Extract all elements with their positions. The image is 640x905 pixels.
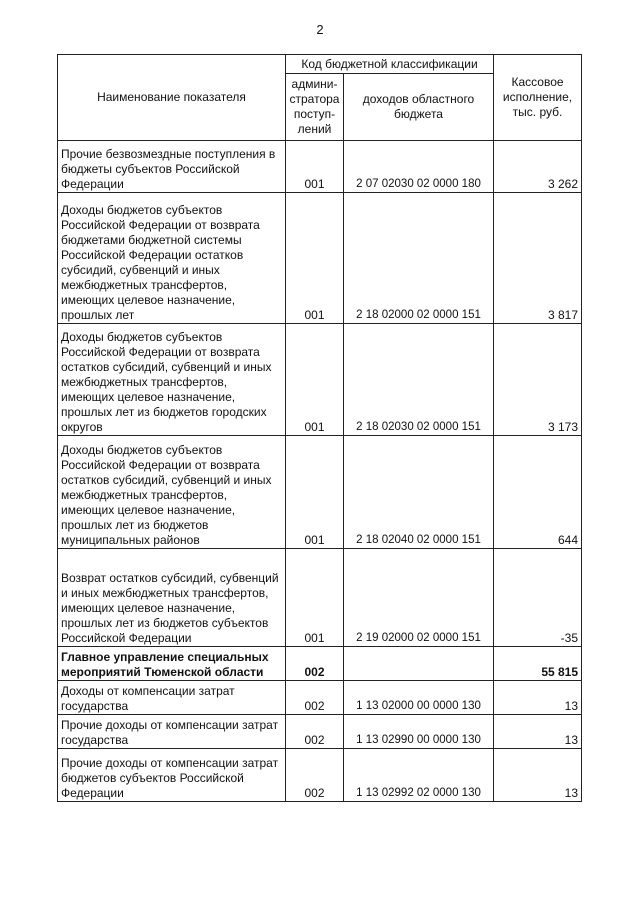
row-indicator-name: Прочие безвозмездные поступления в бюджеты субъектов Российской Федерации [58, 141, 286, 193]
row-indicator-name: Возврат остатков субсидий, субвенций и иных межбюджетных трансфертов, имеющих целевое назначение, прошлых лет из бюджетов субъектов Российской Федерации [58, 549, 286, 647]
header-indicator-name: Наименование показателя [58, 55, 286, 141]
row-indicator-name: Доходы бюджетов субъектов Российской Федерации от возврата остатков субсидий, субвенций и иных межбюджетных трансфертов, имеющих целевое назначение, прошлых лет из бюджетов городских округов [58, 324, 286, 436]
row-amount: -35 [494, 549, 582, 647]
row-income-code: 2 18 02030 02 0000 151 [344, 324, 494, 436]
row-amount: 644 [494, 436, 582, 549]
row-income-code: 1 13 02000 00 0000 130 [344, 681, 494, 715]
row-admin-code: 001 [286, 193, 344, 324]
row-admin-code: 001 [286, 549, 344, 647]
row-amount: 13 [494, 749, 582, 802]
row-indicator-name: Доходы от компенсации затрат государства [58, 681, 286, 715]
row-amount: 3 173 [494, 324, 582, 436]
row-income-code: 2 19 02000 02 0000 151 [344, 549, 494, 647]
row-amount: 55 815 [494, 647, 582, 681]
budget-execution-table [57, 54, 582, 802]
row-indicator-name: Прочие доходы от компенсации затрат бюджетов субъектов Российской Федерации [58, 749, 286, 802]
row-admin-code: 001 [286, 436, 344, 549]
header-admin-code: админи-стратора поступ-лений [286, 74, 344, 141]
row-amount: 13 [494, 715, 582, 749]
row-indicator-name: Доходы бюджетов субъектов Российской Федерации от возврата остатков субсидий, субвенций и иных межбюджетных трансфертов, имеющих целевое назначение, прошлых лет из бюджетов муниципальных районов [58, 436, 286, 549]
row-admin-code: 001 [286, 141, 344, 193]
row-indicator-name: Главное управление специальных мероприятий Тюменской области [58, 647, 286, 681]
header-cash-execution: Кассовое исполнение, тыс. руб. [494, 55, 582, 141]
row-income-code: 2 07 02030 02 0000 180 [344, 141, 494, 193]
row-admin-code: 002 [286, 681, 344, 715]
row-indicator-name: Прочие доходы от компенсации затрат государства [58, 715, 286, 749]
row-income-code: 1 13 02992 02 0000 130 [344, 749, 494, 802]
row-admin-code: 002 [286, 749, 344, 802]
row-income-code: 2 18 02040 02 0000 151 [344, 436, 494, 549]
row-admin-code: 001 [286, 324, 344, 436]
page-number: 2 [316, 22, 324, 37]
header-income-code: доходов областного бюджета [344, 74, 494, 141]
row-amount: 3 817 [494, 193, 582, 324]
row-income-code: 2 18 02000 02 0000 151 [344, 193, 494, 324]
row-amount: 13 [494, 681, 582, 715]
row-income-code [344, 647, 494, 681]
header-classification-code: Код бюджетной классификации [286, 55, 494, 74]
row-indicator-name: Доходы бюджетов субъектов Российской Федерации от возврата бюджетами бюджетной системы Российской Федерации остатков субсидий, субвенций и иных межбюджетных трансфертов, имеющих целевое назначение, прошлых лет [58, 193, 286, 324]
row-income-code: 1 13 02990 00 0000 130 [344, 715, 494, 749]
row-admin-code: 002 [286, 715, 344, 749]
row-amount: 3 262 [494, 141, 582, 193]
row-admin-code: 002 [286, 647, 344, 681]
